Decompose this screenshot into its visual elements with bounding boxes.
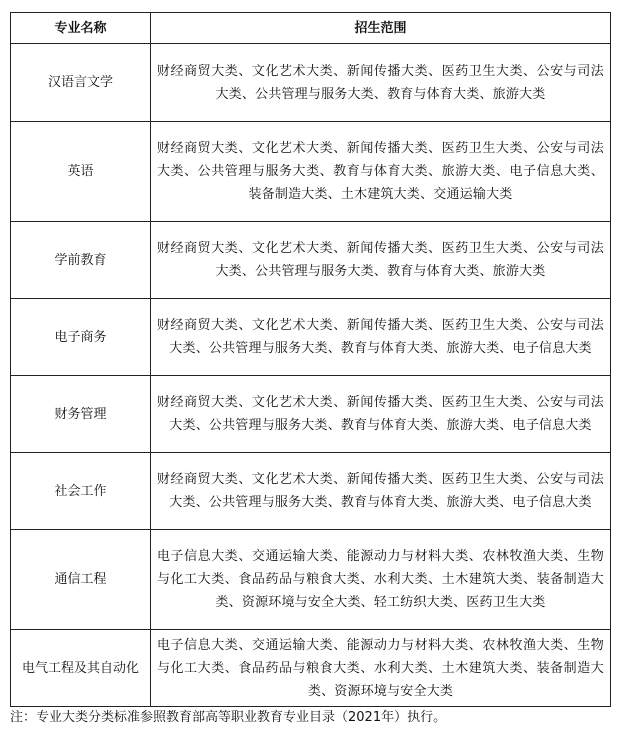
header-enrollment-scope: 招生范围 [151,13,611,44]
enrollment-scope: 财经商贸大类、文化艺术大类、新闻传播大类、医药卫生大类、公安与司法大类、公共管理与服务大类、教育与体育大类、旅游大类 [151,44,611,122]
table-row [11,376,611,453]
enrollment-scope: 财经商贸大类、文化艺术大类、新闻传播大类、医药卫生大类、公安与司法大类、公共管理与服务大类、教育与体育大类、旅游大类、电子信息大类 [151,453,611,530]
table-header-row [11,13,611,44]
table-row [11,299,611,376]
table-row [11,122,611,222]
enrollment-scope: 财经商贸大类、文化艺术大类、新闻传播大类、医药卫生大类、公安与司法大类、公共管理与服务大类、教育与体育大类、旅游大类 [151,222,611,299]
enrollment-scope: 电子信息大类、交通运输大类、能源动力与材料大类、农林牧渔大类、生物与化工大类、食品药品与粮食大类、水利大类、土木建筑大类、装备制造大类、资源环境与安全大类 [151,630,611,707]
major-name: 通信工程 [11,530,151,630]
enrollment-scope: 电子信息大类、交通运输大类、能源动力与材料大类、农林牧渔大类、生物与化工大类、食品药品与粮食大类、水利大类、土木建筑大类、装备制造大类、资源环境与安全大类、轻工纺织大类、医药卫生大类 [151,530,611,630]
footnote: 注：专业大类分类标准参照教育部高等职业教育专业目录（2021年）执行。 [10,710,447,725]
enrollment-scope: 财经商贸大类、文化艺术大类、新闻传播大类、医药卫生大类、公安与司法大类、公共管理与服务大类、教育与体育大类、旅游大类、电子信息大类 [151,299,611,376]
major-name: 汉语言文学 [11,44,151,122]
major-name: 电气工程及其自动化 [11,630,151,707]
table-row [11,222,611,299]
table-row [11,530,611,630]
enrollment-table [10,12,611,707]
major-name: 英语 [11,122,151,222]
major-name: 学前教育 [11,222,151,299]
major-name: 社会工作 [11,453,151,530]
table-row [11,44,611,122]
table-row [11,630,611,707]
header-major-name: 专业名称 [11,13,151,44]
table-row [11,453,611,530]
enrollment-scope: 财经商贸大类、文化艺术大类、新闻传播大类、医药卫生大类、公安与司法大类、公共管理与服务大类、教育与体育大类、旅游大类、电子信息大类、装备制造大类、土木建筑大类、交通运输大类 [151,122,611,222]
major-name: 电子商务 [11,299,151,376]
enrollment-scope: 财经商贸大类、文化艺术大类、新闻传播大类、医药卫生大类、公安与司法大类、公共管理与服务大类、教育与体育大类、旅游大类、电子信息大类 [151,376,611,453]
major-name: 财务管理 [11,376,151,453]
